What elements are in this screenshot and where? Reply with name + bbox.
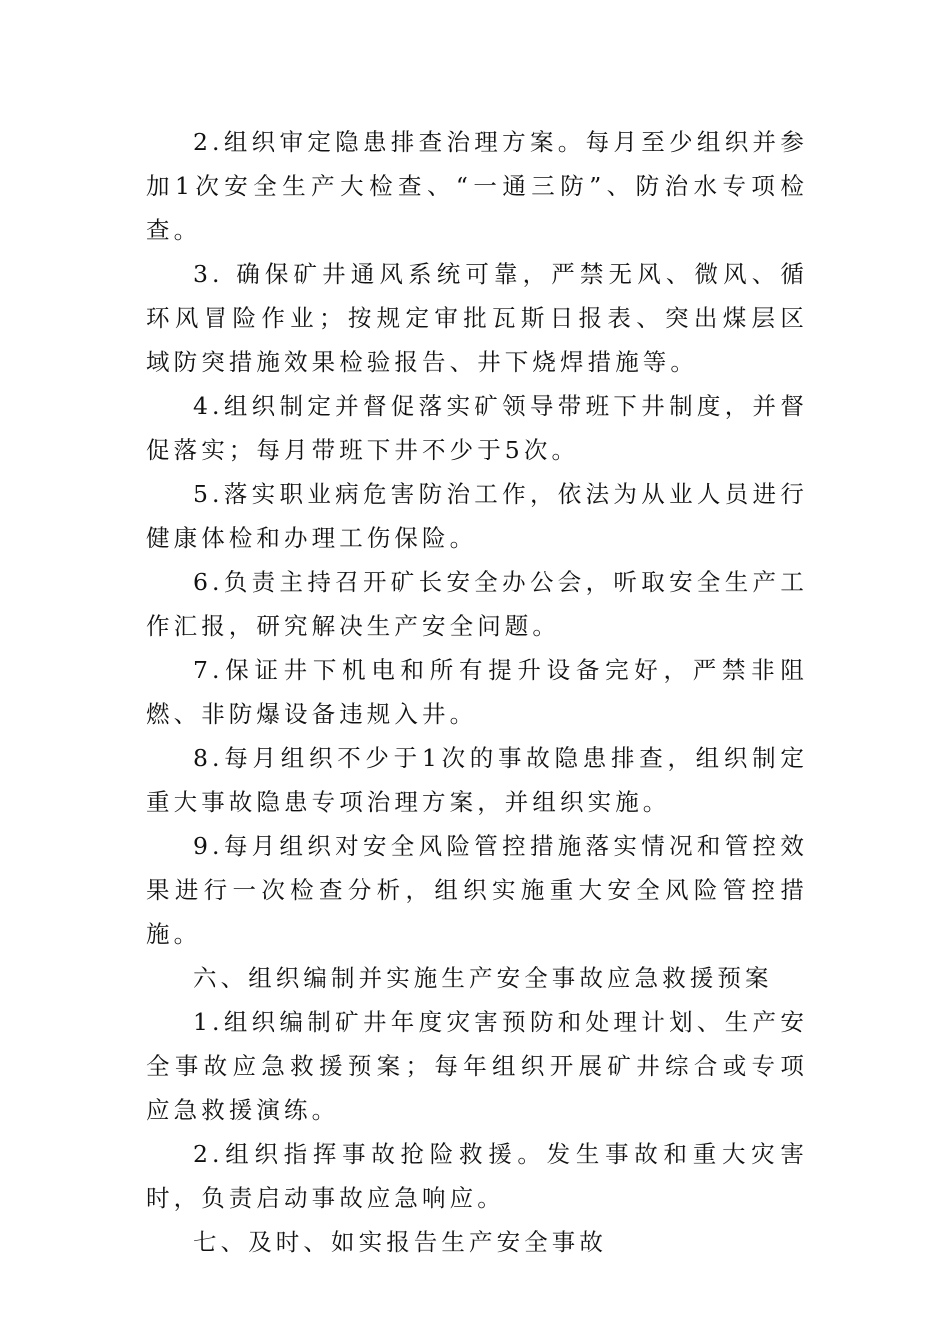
- paragraph-item-9-risk-control: 9.每月组织对安全风险管控措施落实情况和管控效果进行一次检查分析，组织实施重大安全风险管控措施。: [146, 832, 808, 948]
- paragraph-item-6-safety-meeting: 6.负责主持召开矿长安全办公会，听取安全生产工作汇报，研究解决生产安全问题。: [146, 568, 808, 640]
- paragraph-item-8-hazard-check: 8.每月组织不少于1次的事故隐患排查，组织制定重大事故隐患专项治理方案，并组织实施。: [146, 744, 808, 816]
- paragraph-item-4-shift-leadership: 4.组织制定并督促落实矿领导带班下井制度，并督促落实；每月带班下井不少于5次。: [146, 392, 808, 464]
- paragraph-item-2-inspection: 2.组织审定隐患排查治理方案。每月至少组织并参加1次安全生产大检查、“一通三防”、防治水专项检查。: [146, 128, 808, 244]
- paragraph-item-3-ventilation: 3. 确保矿井通风系统可靠，严禁无风、微风、循环风冒险作业；按规定审批瓦斯日报表、突出煤层区域防突措施效果检验报告、井下烧焊措施等。: [146, 260, 808, 376]
- document-body: [146, 120, 808, 1264]
- paragraph-item-5-occupational-health: 5.落实职业病危害防治工作，依法为从业人员进行健康体检和办理工伤保险。: [146, 480, 808, 552]
- section-heading-accident-report: 七、及时、如实报告生产安全事故: [193, 1228, 607, 1256]
- paragraph-item-1-emergency-plan: 1.组织编制矿井年度灾害预防和处理计划、生产安全事故应急救援预案；每年组织开展矿井综合或专项应急救援演练。: [146, 1008, 808, 1124]
- paragraph-item-7-equipment: 7.保证井下机电和所有提升设备完好，严禁非阻燃、非防爆设备违规入井。: [146, 656, 808, 728]
- paragraph-item-2-rescue-command: 2.组织指挥事故抢险救援。发生事故和重大灾害时，负责启动事故应急响应。: [146, 1140, 808, 1212]
- section-heading-emergency-plan: 六、组织编制并实施生产安全事故应急救援预案: [193, 964, 773, 992]
